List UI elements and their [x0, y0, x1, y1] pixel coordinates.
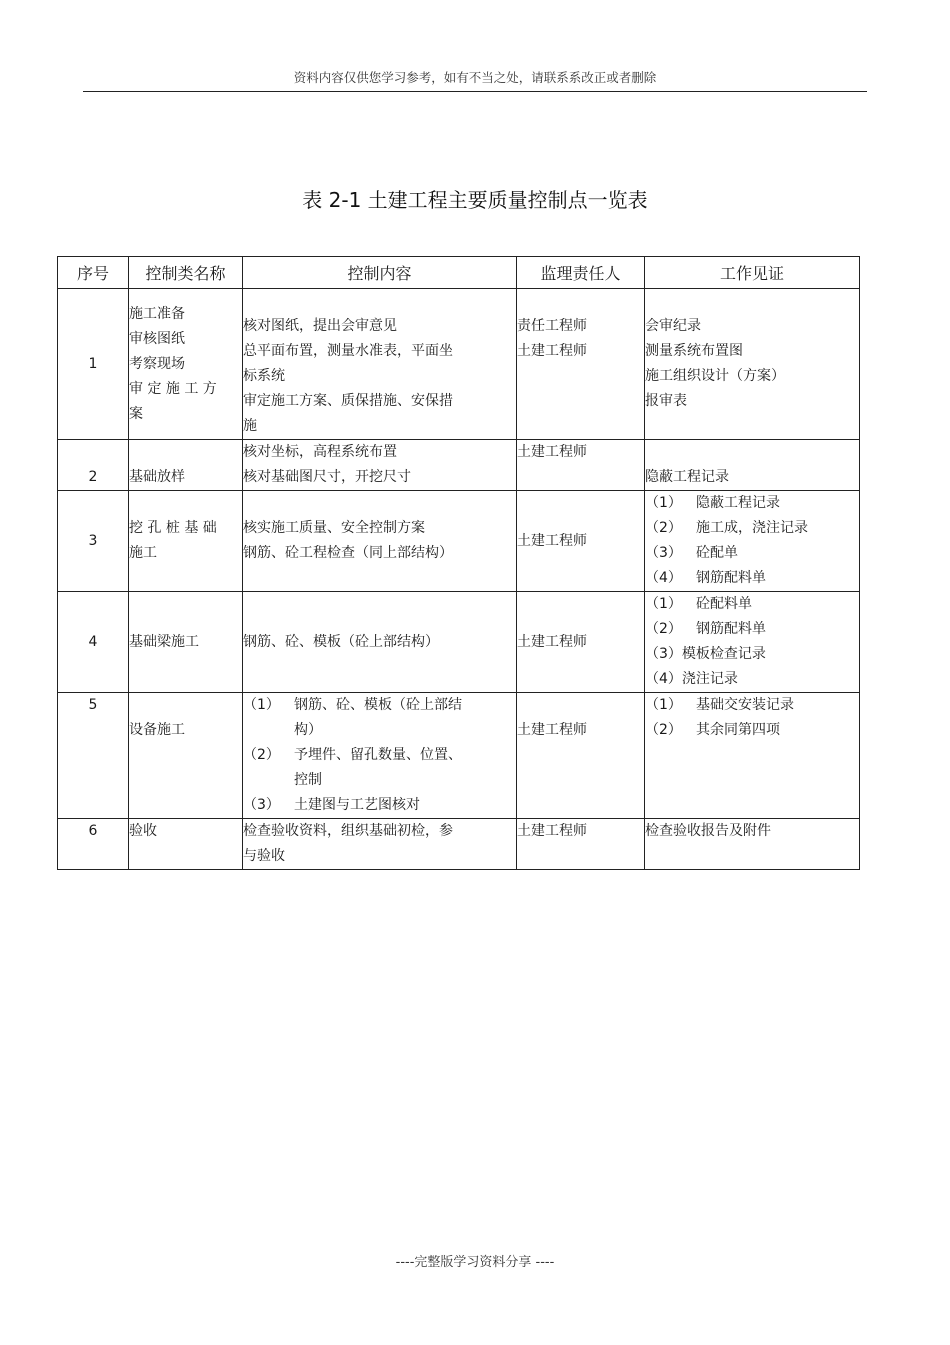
table-row	[58, 491, 860, 592]
evidence-line: 施工组织设计（方案）	[645, 368, 785, 384]
name-line: 施工准备	[129, 305, 185, 322]
row-content	[243, 693, 517, 819]
row-evidence	[645, 693, 860, 819]
table-row	[58, 289, 860, 440]
name-line: 验收	[129, 823, 157, 839]
row-person	[517, 693, 645, 819]
person-line: 土建工程师	[517, 343, 587, 359]
content-line: 核对图纸，提出会审意见	[243, 318, 397, 334]
header-content: 控制内容	[243, 257, 517, 289]
content-line: 构）	[294, 722, 322, 738]
quality-control-table	[57, 256, 860, 870]
row-person	[517, 819, 645, 870]
content-line: 标系统	[243, 368, 285, 384]
evidence-line: （1） 隐蔽工程记录	[645, 495, 780, 511]
evidence-line: （2） 施工成，浇注记录	[645, 520, 808, 536]
header-evidence: 工作见证	[645, 257, 860, 289]
person-line: 土建工程师	[517, 823, 587, 839]
name-line: 基础梁施工	[129, 633, 199, 650]
evidence-line: （4）浇注记录	[645, 671, 738, 687]
person-line: 土建工程师	[517, 532, 587, 549]
name-line: 案	[129, 405, 143, 422]
evidence-line: 隐蔽工程记录	[645, 469, 729, 485]
content-line: 核对基础图尺寸，开挖尺寸	[243, 469, 411, 485]
evidence-line: （2） 其余同第四项	[645, 722, 780, 738]
evidence-line: （1） 基础交安装记录	[645, 697, 794, 713]
row-evidence	[645, 289, 860, 440]
row-content	[243, 819, 517, 870]
row-evidence	[645, 491, 860, 592]
content-line: 钢筋、砼、模板（砼上部结构）	[243, 633, 439, 650]
row-no: 2	[58, 440, 129, 491]
evidence-line: （3） 砼配单	[645, 545, 738, 561]
table-row	[58, 819, 860, 870]
row-person	[517, 491, 645, 592]
evidence-line: （3）模板检查记录	[645, 646, 766, 662]
person-line: 责任工程师	[517, 318, 587, 334]
row-no: 3	[58, 491, 129, 592]
footer-note: ----完整版学习资料分享 ----	[395, 1255, 555, 1270]
content-line: 施	[243, 418, 257, 434]
evidence-line: 报审表	[645, 393, 687, 409]
row-evidence	[645, 592, 860, 693]
row-name	[129, 819, 243, 870]
row-name	[129, 289, 243, 440]
row-evidence	[645, 440, 860, 491]
header-name: 控制类名称	[129, 257, 243, 289]
evidence-line: （4） 钢筋配料单	[645, 570, 766, 586]
content-line: 检查验收资料，组织基础初检，参	[243, 823, 453, 839]
name-line: 施工	[129, 545, 157, 561]
name-line: 基础放样	[129, 469, 185, 485]
row-name	[129, 592, 243, 693]
name-line: 挖 孔 桩 基 础	[129, 520, 217, 536]
row-person	[517, 289, 645, 440]
header-person: 监理责任人	[517, 257, 645, 289]
content-line: 总平面布置，测量水准表，平面坐	[243, 343, 453, 359]
content-line: 控制	[294, 772, 322, 788]
content-line: 与验收	[243, 848, 285, 864]
content-line: 审定施工方案、质保措施、安保措	[243, 393, 453, 409]
row-content	[243, 440, 517, 491]
row-person	[517, 592, 645, 693]
evidence-line: 检查验收报告及附件	[645, 823, 771, 839]
person-line: 土建工程师	[517, 444, 587, 460]
name-line: 审核图纸	[129, 330, 185, 347]
document-title: 表 2-1 土建工程主要质量控制点一览表	[302, 188, 648, 212]
person-line: 土建工程师	[517, 633, 587, 650]
content-line: 核对坐标，高程系统布置	[243, 444, 397, 460]
row-name	[129, 693, 243, 819]
row-content	[243, 592, 517, 693]
row-no: 4	[58, 592, 129, 693]
row-evidence	[645, 819, 860, 870]
row-content	[243, 491, 517, 592]
content-line: 核实施工质量、安全控制方案	[243, 520, 425, 536]
header-no: 序号	[58, 257, 129, 289]
row-content	[243, 289, 517, 440]
name-line: 审 定 施 工 方	[129, 380, 217, 397]
header-note: 资料内容仅供您学习参考，如有不当之处，请联系系改正或者删除	[293, 70, 657, 85]
row-person	[517, 440, 645, 491]
evidence-line: 会审纪录	[645, 318, 701, 334]
header-rule	[83, 91, 867, 92]
person-line: 土建工程师	[517, 722, 587, 738]
name-line: 考察现场	[129, 355, 185, 372]
content-line: （2） 予埋件、留孔数量、位置、	[243, 747, 462, 763]
evidence-line: （2） 钢筋配料单	[645, 621, 766, 637]
content-line: 钢筋、砼工程检查（同上部结构）	[243, 545, 453, 561]
row-no: 5	[58, 693, 129, 819]
table-row	[58, 693, 860, 819]
name-line: 设备施工	[129, 722, 185, 738]
content-line: （3） 土建图与工艺图核对	[243, 797, 420, 813]
row-name	[129, 440, 243, 491]
content-line: （1） 钢筋、砼、模板（砼上部结	[243, 697, 462, 713]
row-name	[129, 491, 243, 592]
evidence-line: 测量系统布置图	[645, 343, 743, 359]
table-row	[58, 440, 860, 491]
evidence-line: （1） 砼配料单	[645, 596, 752, 612]
row-no: 1	[58, 289, 129, 440]
table-header-row	[58, 257, 860, 289]
row-no: 6	[58, 819, 129, 870]
table-row	[58, 592, 860, 693]
